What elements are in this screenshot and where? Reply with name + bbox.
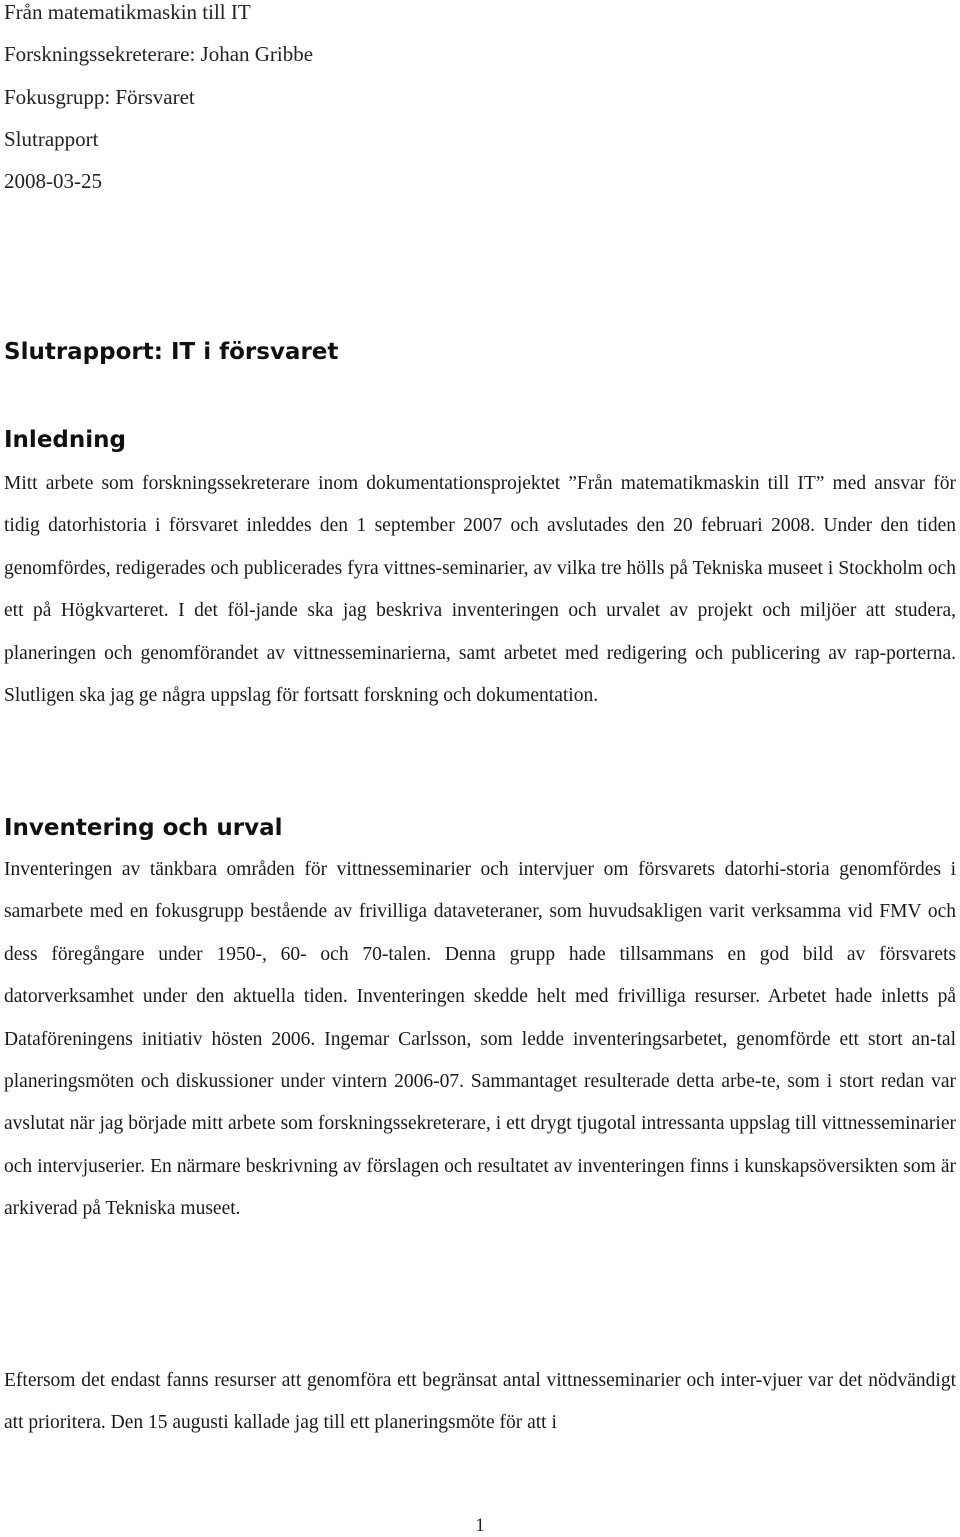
- intro-paragraph: Mitt arbete som forskningssekreterare inom dokumentationsprojektet ”Från matematikmaskin till IT” med ansvar för tidig datorhistoria i försvaret inleddes den 1 september 2007 och avslutades den 20 februari 2008. Under den tiden genomfördes, redigerades och publicerades fyra vittnes-seminarier, av vilka tre hölls på Tekniska museet i Stockholm och ett på Högkvarteret. I det föl-jande ska jag beskriva inventeringen och urvalet av projekt och miljöer att studera, planeringen och genomförandet av vittnesseminarierna, samt arbetet med redigering och publicering av rap-porterna. Slutligen ska jag ge några uppslag för fortsatt forskning och dokumentation.: [4, 473, 956, 707]
- page-number: 1: [475, 1515, 485, 1536]
- document-type: Slutrapport: [4, 127, 99, 151]
- inventory-paragraph-1: Inventeringen av tänkbara områden för vittnesseminarier och intervjuer om försvarets datorhi-storia genomfördes i samarbete med en fokusgrupp bestående av frivilliga dataveteraner, som huvudsakligen varit verksamma vid FMV och dess föregångare under 1950-, 60- och 70-talen. Denna grupp hade tillsammans en god bild av försvarets datorverksamhet under den aktuella tiden. Inventeringen skedde helt med frivilliga resurser. Arbetet hade inletts på Dataföreningens initiativ hösten 2006. Ingemar Carlsson, som ledde inventeringsarbetet, genomförde ett stort an-tal planeringsmöten och diskussioner under vintern 2006-07. Sammantaget resulterade detta arbe-te, som i stort redan var avslutat när jag började mitt arbete som forskningssekreterare, i ett drygt tjugotal intressanta uppslag till vittnesseminarier och intervjuserier. En närmare beskrivning av förslagen och resultatet av inventeringen finns i kunskapsöversikten som är arkiverad på Tekniska museet.: [4, 859, 956, 1220]
- section-heading-inventory: Inventering och urval: [4, 815, 283, 841]
- document-date: 2008-03-25: [4, 169, 102, 193]
- researcher-line: Forskningssekreterare: Johan Gribbe: [4, 42, 314, 66]
- inventory-paragraph-2: Eftersom det endast fanns resurser att genomföra ett begränsat antal vittnesseminarier och inter-vjuer var det nödvändigt att prioritera. Den 15 augusti kallade jag till ett planeringsmöte för att i: [4, 1370, 956, 1434]
- section-heading-intro: Inledning: [4, 427, 126, 453]
- project-name: Från matematikmaskin till IT: [4, 0, 251, 24]
- document-title: Slutrapport: IT i försvaret: [4, 339, 339, 365]
- focus-group-line: Fokusgrupp: Försvaret: [4, 85, 195, 109]
